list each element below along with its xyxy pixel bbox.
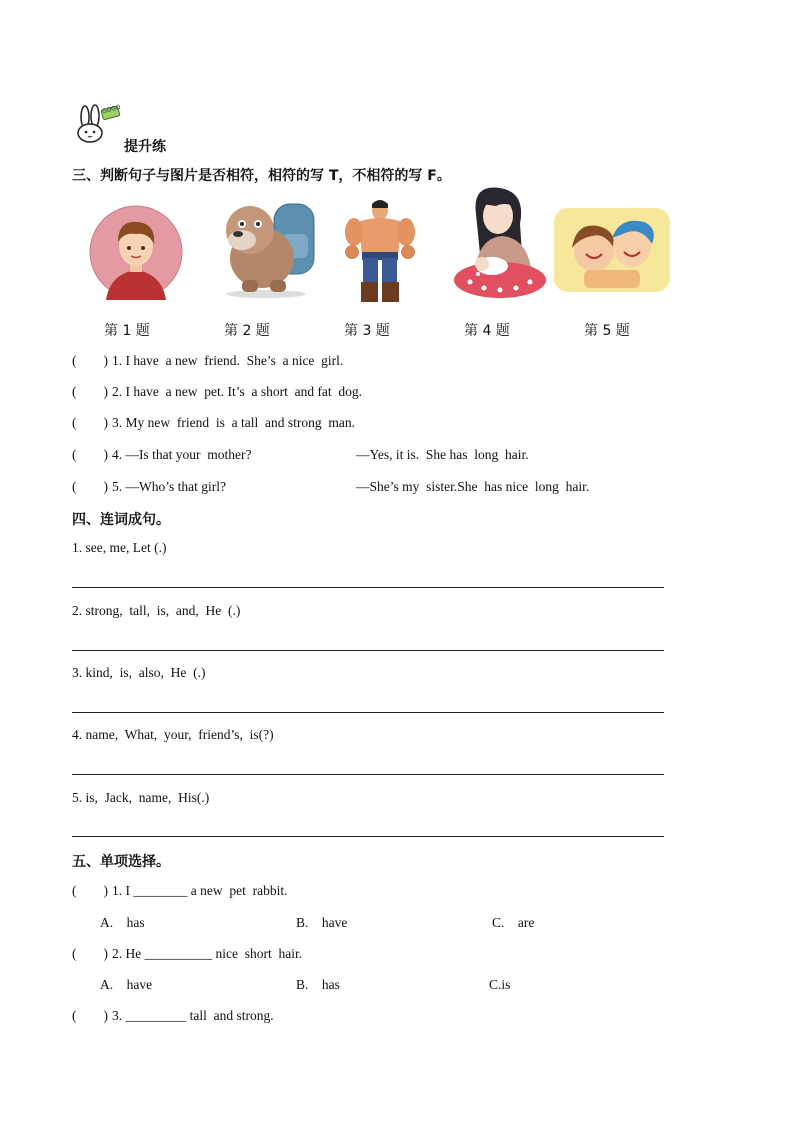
reply-text: —Yes, it is. She has long hair. xyxy=(356,447,529,462)
section3-heading: 三、判断句子与图片是否相符，相符的写 T，不相符的写 F。 xyxy=(72,168,451,184)
question-text: 2. I have a new pet. It’s a short and fat dog. xyxy=(112,384,363,399)
dog-backpack-image xyxy=(212,194,318,298)
option-c[interactable]: C.is xyxy=(489,977,511,992)
badge-text: GOGO xyxy=(101,103,122,116)
option-b[interactable]: B. has xyxy=(296,977,340,992)
answer-blank-paren[interactable]: ( ) xyxy=(72,447,108,462)
question-text: 1. I have a new friend. She’s a nice girl. xyxy=(112,353,344,368)
caption-1: 第 1 题 xyxy=(104,323,150,339)
answer-blank-paren[interactable]: ( ) xyxy=(72,353,108,368)
answer-blank-paren[interactable]: ( ) xyxy=(72,479,108,494)
question-text: 3. _________ tall and strong. xyxy=(112,1008,274,1023)
happy-kids-image xyxy=(554,208,670,292)
question-text: 3. My new friend is a tall and strong man. xyxy=(112,415,355,430)
boy-portrait-image xyxy=(88,204,184,300)
answer-blank-paren[interactable]: ( ) xyxy=(72,946,108,961)
section5-heading: 五、单项选择。 xyxy=(72,854,170,870)
caption-2: 第 2 题 xyxy=(224,323,270,339)
answer-line[interactable] xyxy=(72,587,664,588)
caption-5: 第 5 题 xyxy=(584,323,630,339)
word-order-question: 2. strong, tall, is, and, He (.) xyxy=(72,603,241,618)
mother-baby-image xyxy=(452,184,548,302)
answer-blank-paren[interactable]: ( ) xyxy=(72,415,108,430)
question-text: 2. He __________ nice short hair. xyxy=(112,946,303,961)
word-order-question: 5. is, Jack, name, His(.) xyxy=(72,790,210,805)
word-order-question: 1. see, me, Let (.) xyxy=(72,540,167,555)
answer-blank-paren[interactable]: ( ) xyxy=(72,1008,108,1023)
answer-line[interactable] xyxy=(72,650,664,651)
option-c[interactable]: C. are xyxy=(492,915,535,930)
caption-3: 第 3 题 xyxy=(344,323,390,339)
word-order-question: 3. kind, is, also, He (.) xyxy=(72,665,206,680)
word-order-question: 4. name, What, your, friend’s, is(?) xyxy=(72,727,274,742)
reply-text: —She’s my sister.She has nice long hair. xyxy=(356,479,590,494)
question-text: 5. —Who’s that girl? xyxy=(112,479,226,494)
answer-line[interactable] xyxy=(72,836,664,837)
option-b[interactable]: B. have xyxy=(296,915,348,930)
caption-4: 第 4 题 xyxy=(464,323,510,339)
section4-heading: 四、连词成句。 xyxy=(72,512,170,528)
question-text: 4. —Is that your mother? xyxy=(112,447,252,462)
answer-line[interactable] xyxy=(72,712,664,713)
page-title: 提升练 xyxy=(124,139,166,155)
strong-man-image xyxy=(344,198,416,304)
question-text: 1. I ________ a new pet rabbit. xyxy=(112,883,288,898)
option-a[interactable]: A. have xyxy=(100,977,153,992)
answer-blank-paren[interactable]: ( ) xyxy=(72,384,108,399)
option-a[interactable]: A. has xyxy=(100,915,145,930)
answer-line[interactable] xyxy=(72,774,664,775)
answer-blank-paren[interactable]: ( ) xyxy=(72,883,108,898)
